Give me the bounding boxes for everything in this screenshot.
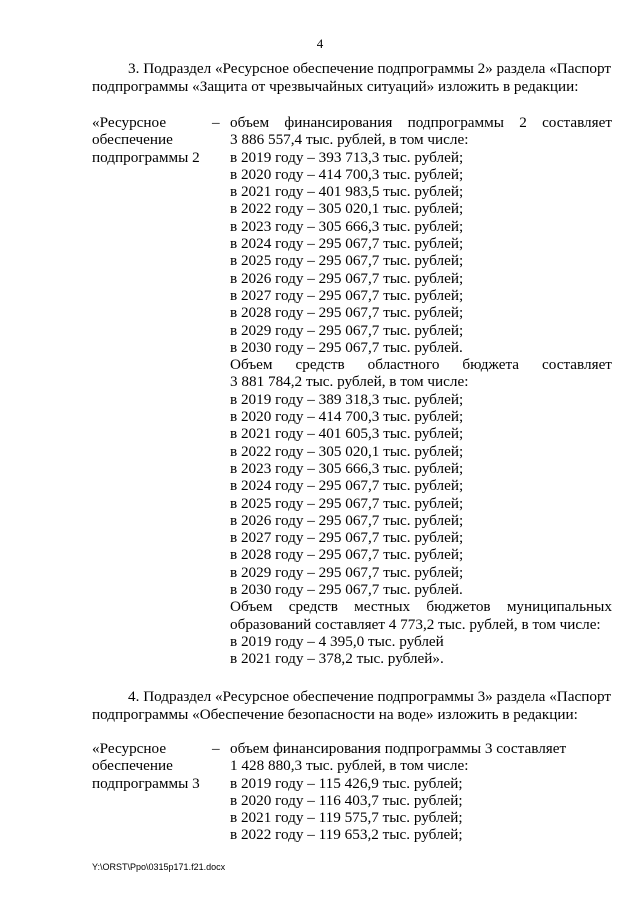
year-line: в 2021 году – 119 575,7 тыс. рублей; [230,809,463,827]
year-line: в 2020 году – 116 403,7 тыс. рублей; [230,791,463,809]
section3-label-line: обеспечение [92,131,173,149]
year-line: в 2025 году – 295 067,7 тыс. рублей; [230,252,464,270]
year-line: в 2028 году – 295 067,7 тыс. рублей; [230,304,464,322]
section3-intro [92,60,612,96]
section3-regional-line1 [230,356,612,373]
section4-dash: – [212,740,220,757]
word: объем [230,114,270,131]
year-line: в 2023 году – 305 666,3 тыс. рублей; [230,459,464,477]
section3-label [92,114,232,166]
word: финансирования [284,114,393,131]
word: средств [288,598,338,616]
word: Объем [230,598,273,616]
year-line: в 2024 году – 295 067,7 тыс. рублей; [230,477,464,495]
section4-label-line: «Ресурсное [92,740,167,757]
section3-dash: – [212,114,220,131]
section4-label-line: подпрограммы 3 [92,774,200,792]
year-line: в 2029 году – 295 067,7 тыс. рублей; [230,321,464,339]
year-line: в 2030 году – 295 067,7 тыс. рублей. [230,338,463,356]
word: бюджетов [426,598,491,616]
year-line: в 2022 году – 305 020,1 тыс. рублей; [230,442,464,460]
year-line: в 2019 году – 393 713,3 тыс. рублей; [230,148,464,166]
section3-label-line: «Ресурсное [92,114,167,131]
word: составляет [542,356,612,374]
year-line: в 2027 году – 295 067,7 тыс. рублей; [230,286,464,304]
year-line: в 2028 году – 295 067,7 тыс. рублей; [230,546,464,564]
section4-total-line2: 1 428 880,3 тыс. рублей, в том числе: [230,757,469,775]
section4-total-line1: объем финансирования подпрограммы 3 составляет [230,740,567,757]
word: составляет [542,114,612,131]
section3-intro-line2: подпрограммы «Защита от чрезвычайных ситуаций» изложить в редакции: [92,78,579,95]
year-line: в 2025 году – 295 067,7 тыс. рублей; [230,494,464,512]
year-line: в 2021 году – 378,2 тыс. рублей». [230,650,444,668]
year-line: в 2022 году – 119 653,2 тыс. рублей; [230,826,463,844]
section4-label [92,740,232,792]
year-line: в 2026 году – 295 067,7 тыс. рублей; [230,269,464,287]
year-line: в 2021 году – 401 983,5 тыс. рублей; [230,183,464,201]
section3-total-line2: 3 886 557,4 тыс. рублей, в том числе: [230,131,469,149]
word: подпрограммы [407,114,504,131]
word: средств [295,356,345,374]
year-line: в 2019 году – 115 426,9 тыс. рублей; [230,774,463,792]
section4-content [230,740,612,844]
section4-intro-line1: 4. Подраздел «Ресурсное обеспечение подпрограммы 3» раздела «Паспорт [128,688,611,705]
word: Объем [230,356,273,374]
section3-label-line: подпрограммы 2 [92,148,200,166]
year-line: в 2020 году – 414 700,3 тыс. рублей; [230,408,464,426]
year-line: в 2030 году – 295 067,7 тыс. рублей. [230,581,463,599]
section3-content [230,114,612,668]
year-line: в 2029 году – 295 067,7 тыс. рублей; [230,563,464,581]
section4-intro-line2: подпрограммы «Обеспечение безопасности на воде» изложить в редакции: [92,706,578,723]
word: областного [367,356,440,374]
word: 2 [519,114,527,131]
word: бюджета [462,356,520,374]
section3-local-line2: образований составляет 4 773,2 тыс. рублей, в том числе: [230,615,601,633]
section4-intro [92,688,612,724]
word: местных [354,598,411,616]
year-line: в 2020 году – 414 700,3 тыс. рублей; [230,165,464,183]
section3-regional-line2: 3 881 784,2 тыс. рублей, в том числе: [230,373,469,391]
year-line: в 2019 году – 4 395,0 тыс. рублей [230,632,444,650]
year-line: в 2027 году – 295 067,7 тыс. рублей; [230,529,464,547]
page-number: 4 [316,36,324,51]
section4-label-line: обеспечение [92,757,173,775]
file-path-footer: Y:\ORST\Ppo\0315p171.f21.docx [92,862,226,872]
year-line: в 2024 году – 295 067,7 тыс. рублей; [230,235,464,253]
year-line: в 2023 году – 305 666,3 тыс. рублей; [230,217,464,235]
section3-total-line1 [230,114,612,131]
section3-local-line1 [230,598,612,615]
year-line: в 2021 году – 401 605,3 тыс. рублей; [230,425,464,443]
year-line: в 2019 году – 389 318,3 тыс. рублей; [230,390,464,408]
word: муниципальных [506,598,612,616]
year-line: в 2026 году – 295 067,7 тыс. рублей; [230,511,464,529]
section3-intro-line1: 3. Подраздел «Ресурсное обеспечение подпрограммы 2» раздела «Паспорт [128,60,611,77]
year-line: в 2022 году – 305 020,1 тыс. рублей; [230,200,464,218]
